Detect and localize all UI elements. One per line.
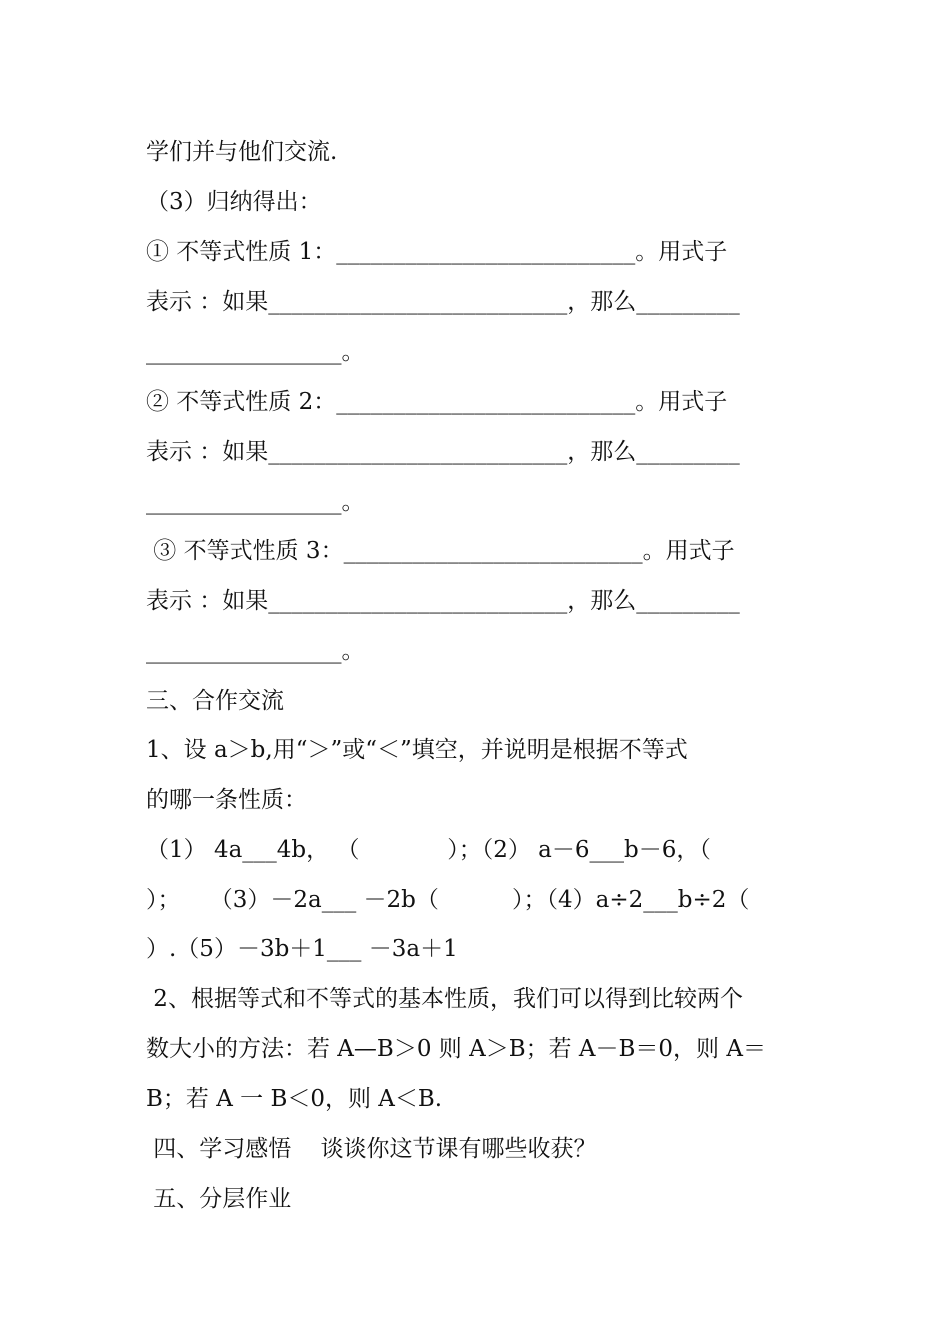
text-line: _________________。 <box>146 638 365 664</box>
text-line: 表示 ：如果__________________________，那么_________ <box>146 289 740 315</box>
text-line: 表示 ：如果__________________________，那么_________ <box>146 588 740 614</box>
exercise-2-line: 2、根据等式和不等式的基本性质，我们可以得到比较两个 <box>146 986 743 1012</box>
text-line: B；若 A 一 B＜0，则 A＜B. <box>146 1086 443 1112</box>
text-line: （1） 4a___4b， （ ）；（2） a－6___b－6，（ <box>146 837 711 863</box>
text-line: （3）归纳得出： <box>146 189 322 215</box>
text-line: 数大小的方法：若 A—B＞0 则 A＞B；若 A－B＝0，则 A＝ <box>146 1036 766 1062</box>
text-line: 的哪一条性质： <box>146 787 307 813</box>
text-line: _________________。 <box>146 489 365 515</box>
property-3-line: ③ 不等式性质 3：__________________________。用式子 <box>146 538 735 564</box>
text-line: 表示 ：如果__________________________，那么_________ <box>146 439 740 465</box>
text-line: ）； （3）－2a___ －2b（ ）；（4）a÷2___b÷2（ <box>146 887 750 913</box>
property-1-line: ① 不等式性质 1：__________________________。用式子 <box>146 239 728 265</box>
section-heading: 三、合作交流 <box>146 688 284 714</box>
text-line: ）.（5）－3b＋1___ －3a＋1 <box>146 936 458 962</box>
text-line: _________________。 <box>146 339 365 365</box>
section-heading: 四、学习感悟 谈谈你这节课有哪些收获？ <box>146 1136 597 1162</box>
section-heading: 五、分层作业 <box>146 1186 292 1212</box>
text-line: 学们并与他们交流. <box>146 139 338 165</box>
exercise-1-line: 1、设 a＞b,用“＞”或“＜”填空，并说明是根据不等式 <box>146 737 688 763</box>
property-2-line: ② 不等式性质 2：__________________________。用式子 <box>146 389 728 415</box>
